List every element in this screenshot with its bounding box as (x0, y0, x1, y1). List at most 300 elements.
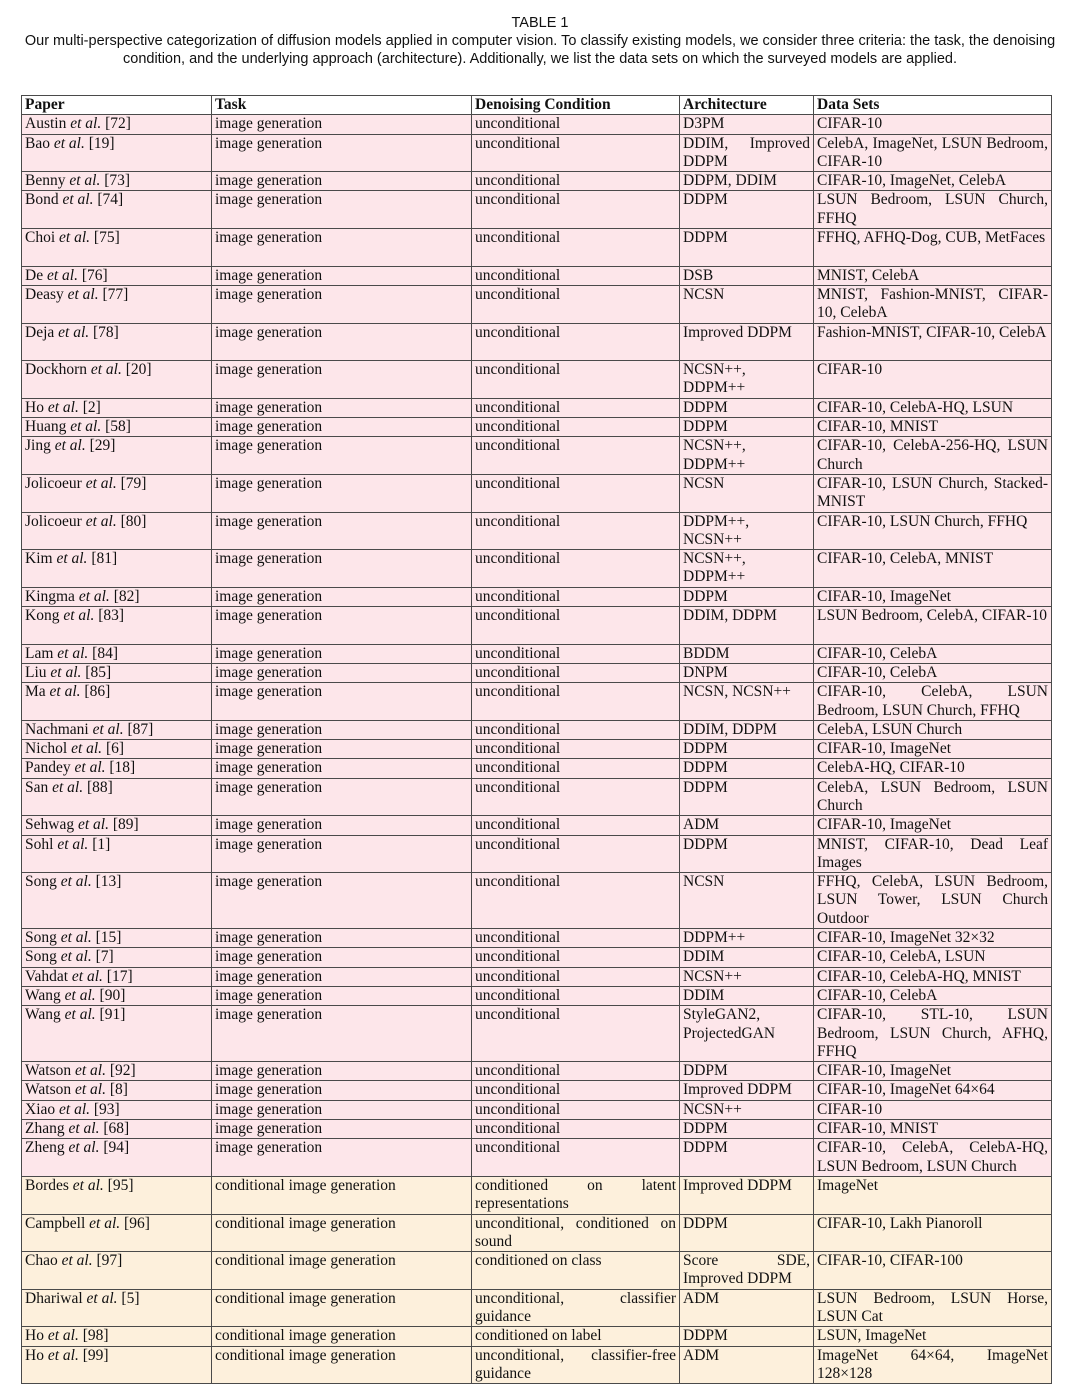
cell-task: image generation (212, 191, 472, 229)
paper-ref: [2] (82, 398, 101, 416)
cell-paper (22, 1100, 212, 1119)
paper-author: Sohl (25, 835, 54, 853)
paper-author: Ho (25, 398, 44, 416)
cell-datasets: CIFAR-10, CelebA-HQ, MNIST (814, 967, 1052, 986)
paper-author: De (25, 266, 44, 284)
cell-paper (22, 644, 212, 663)
paper-ref: [7] (95, 948, 114, 966)
cell-datasets: CIFAR-10, CelebA-256-HQ, LSUN Church (814, 437, 1052, 475)
cell-task: image generation (212, 550, 472, 588)
cell-paper (22, 778, 212, 816)
paper-ref: [87] (127, 720, 154, 738)
table-row (22, 740, 1052, 759)
et-al: et al. (52, 550, 88, 568)
cell-paper (22, 816, 212, 835)
cell-datasets: CIFAR-10, ImageNet (814, 1062, 1052, 1081)
cell-datasets: CIFAR-10, CelebA, LSUN (814, 948, 1052, 967)
cell-condition: unconditional (472, 759, 680, 778)
cell-architecture: DDIM, DDPM (680, 607, 814, 645)
cell-datasets: FFHQ, AFHQ-Dog, CUB, MetFaces (814, 229, 1052, 267)
paper-ref: [88] (87, 778, 113, 796)
cell-task: image generation (212, 948, 472, 967)
table-row (22, 1327, 1052, 1346)
cell-paper (22, 948, 212, 967)
cell-datasets: CIFAR-10 (814, 115, 1052, 134)
cell-architecture: DDPM (680, 229, 814, 267)
paper-author: Ho (25, 1327, 44, 1345)
paper-ref: [5] (121, 1289, 140, 1307)
paper-author: Liu (25, 663, 47, 681)
cell-task: image generation (212, 172, 472, 191)
paper-ref: [95] (107, 1176, 134, 1194)
paper-author: Choi (25, 229, 56, 247)
table-row (22, 1081, 1052, 1100)
cell-task: image generation (212, 967, 472, 986)
cell-condition: unconditional (472, 948, 680, 967)
cell-paper (22, 437, 212, 475)
cell-condition: unconditional (472, 285, 680, 323)
et-al: et al. (64, 1120, 100, 1138)
table-row (22, 720, 1052, 739)
paper-author: Bao (25, 134, 50, 152)
cell-task: image generation (212, 835, 472, 873)
et-al: et al. (56, 948, 92, 966)
table-row (22, 361, 1052, 399)
cell-condition: unconditional (472, 607, 680, 645)
paper-ref: [92] (109, 1062, 136, 1080)
paper-ref: [90] (99, 986, 126, 1004)
paper-ref: [93] (93, 1100, 120, 1118)
et-al: et al. (65, 172, 101, 190)
cell-task: conditional image generation (212, 1289, 472, 1327)
et-al: et al. (64, 1139, 100, 1157)
cell-condition: unconditional (472, 550, 680, 588)
cell-datasets: FFHQ, CelebA, LSUN Bedroom, LSUN Tower, LSUN Church Outdoor (814, 873, 1052, 929)
et-al: et al. (60, 986, 96, 1004)
table-row (22, 398, 1052, 417)
table-row (22, 1120, 1052, 1139)
et-al: et al. (55, 1100, 91, 1118)
cell-paper (22, 683, 212, 721)
paper-ref: [72] (105, 115, 131, 133)
et-al: et al. (50, 437, 86, 455)
table-row (22, 778, 1052, 816)
header-task: Task (212, 96, 472, 115)
cell-datasets: LSUN Bedroom, CelebA, CIFAR-10 (814, 607, 1052, 645)
et-al: et al. (53, 644, 89, 662)
cell-task: image generation (212, 683, 472, 721)
paper-ref: [8] (109, 1081, 128, 1099)
cell-architecture: DDIM (680, 948, 814, 967)
et-al: et al. (46, 663, 82, 681)
table-row (22, 1252, 1052, 1290)
table-label: TABLE 1 (511, 15, 569, 31)
cell-paper (22, 474, 212, 512)
cell-architecture: DDPM (680, 1214, 814, 1252)
paper-author: Huang (25, 418, 67, 436)
cell-task: image generation (212, 285, 472, 323)
cell-architecture: DNPM (680, 663, 814, 682)
table-row (22, 683, 1052, 721)
cell-datasets: CIFAR-10, ImageNet 32×32 (814, 929, 1052, 948)
paper-ref: [76] (81, 266, 108, 284)
cell-architecture: DDPM, DDIM (680, 172, 814, 191)
cell-architecture: DSB (680, 266, 814, 285)
cell-task: image generation (212, 266, 472, 285)
cell-architecture: NCSN (680, 285, 814, 323)
table-row (22, 607, 1052, 645)
paper-author: Bordes (25, 1176, 69, 1194)
paper-ref: [78] (93, 323, 119, 341)
table-body (22, 115, 1052, 1384)
et-al: et al. (54, 323, 90, 341)
table-row (22, 1214, 1052, 1252)
cell-architecture: NCSN++, DDPM++ (680, 361, 814, 399)
paper-ref: [83] (98, 607, 125, 625)
cell-paper (22, 740, 212, 759)
cell-datasets: CIFAR-10, CelebA, MNIST (814, 550, 1052, 588)
paper-author: San (25, 778, 49, 796)
table-row (22, 134, 1052, 172)
cell-task: image generation (212, 816, 472, 835)
paper-author: Song (25, 948, 57, 966)
paper-author: Nachmani (25, 720, 89, 738)
paper-author: Austin (25, 115, 67, 133)
cell-paper (22, 1289, 212, 1327)
paper-author: Jing (25, 437, 51, 455)
paper-author: Ho (25, 1346, 44, 1364)
cell-architecture: DDPM (680, 418, 814, 437)
et-al: et al. (66, 418, 102, 436)
cell-paper (22, 929, 212, 948)
cell-datasets: LSUN Bedroom, LSUN Church, FFHQ (814, 191, 1052, 229)
cell-architecture: ADM (680, 1289, 814, 1327)
cell-architecture: NCSN (680, 474, 814, 512)
cell-datasets: CIFAR-10, MNIST (814, 418, 1052, 437)
cell-task: image generation (212, 474, 472, 512)
table-row (22, 816, 1052, 835)
cell-datasets: CelebA, LSUN Bedroom, LSUN Church (814, 778, 1052, 816)
paper-ref: [96] (124, 1214, 150, 1232)
cell-condition: unconditional (472, 437, 680, 475)
paper-ref: [77] (102, 285, 129, 303)
cell-task: image generation (212, 1120, 472, 1139)
table-row (22, 644, 1052, 663)
paper-author: Wang (25, 1006, 61, 1024)
et-al: et al. (43, 1346, 79, 1364)
paper-author: Ma (25, 683, 46, 701)
table-row (22, 759, 1052, 778)
cell-condition: unconditional (472, 1062, 680, 1081)
cell-task: image generation (212, 361, 472, 399)
cell-paper (22, 134, 212, 172)
cell-architecture: NCSN++, DDPM++ (680, 437, 814, 475)
et-al: et al. (74, 816, 109, 834)
cell-paper (22, 550, 212, 588)
cell-condition: unconditional (472, 967, 680, 986)
et-al: et al. (81, 512, 117, 530)
cell-architecture: DDPM (680, 1062, 814, 1081)
cell-condition: unconditional (472, 398, 680, 417)
cell-architecture: NCSN++, DDPM++ (680, 550, 814, 588)
paper-author: Pandey (25, 759, 71, 777)
cell-condition: unconditional (472, 229, 680, 267)
cell-paper (22, 418, 212, 437)
cell-paper (22, 266, 212, 285)
cell-task: image generation (212, 418, 472, 437)
cell-architecture: DDPM (680, 191, 814, 229)
paper-author: Xiao (25, 1100, 56, 1118)
cell-condition: conditioned on class (472, 1252, 680, 1290)
cell-architecture: DDIM, Improved DDPM (680, 134, 814, 172)
table-row (22, 285, 1052, 323)
et-al: et al. (70, 759, 106, 777)
table-row (22, 929, 1052, 948)
header-architecture: Architecture (680, 96, 814, 115)
table-row (22, 172, 1052, 191)
cell-condition: unconditional (472, 1006, 680, 1062)
cell-task: image generation (212, 720, 472, 739)
cell-task: image generation (212, 398, 472, 417)
et-al: et al. (53, 835, 89, 853)
caption-text: Our multi-perspective categorization of diffusion models applied in computer vision. To classify existing models, we consider three criteria: the task, the denoising condition, and the underlying approach (architecture). Additionally, we list the data sets on which the surveyed models are applied. (24, 33, 1056, 67)
cell-condition: conditioned on latent representations (472, 1176, 680, 1214)
paper-author: Bond (25, 191, 59, 209)
cell-paper (22, 587, 212, 606)
paper-author: Watson (25, 1062, 72, 1080)
cell-paper (22, 607, 212, 645)
cell-paper (22, 1346, 212, 1384)
cell-paper (22, 512, 212, 550)
paper-author: Zhang (25, 1120, 65, 1138)
cell-task: image generation (212, 759, 472, 778)
et-al: et al. (71, 1062, 106, 1080)
cell-task: image generation (212, 437, 472, 475)
paper-author: Campbell (25, 1214, 86, 1232)
cell-condition: unconditional (472, 191, 680, 229)
cell-architecture: NCSN (680, 873, 814, 929)
paper-author: Chao (25, 1252, 58, 1270)
cell-task: image generation (212, 986, 472, 1005)
cell-paper (22, 1176, 212, 1214)
cell-architecture: DDPM (680, 398, 814, 417)
cell-task: image generation (212, 929, 472, 948)
cell-condition: unconditional (472, 1139, 680, 1177)
table-row (22, 266, 1052, 285)
paper-ref: [97] (96, 1252, 123, 1270)
paper-ref: [79] (120, 474, 147, 492)
cell-datasets: LSUN Bedroom, LSUN Horse, LSUN Cat (814, 1289, 1052, 1327)
cell-task: image generation (212, 1006, 472, 1062)
cell-architecture: Improved DDPM (680, 1176, 814, 1214)
header-denoising-condition: Denoising Condition (472, 96, 680, 115)
cell-task: conditional image generation (212, 1176, 472, 1214)
cell-architecture: NCSN++ (680, 967, 814, 986)
table-row (22, 115, 1052, 134)
paper-author: Lam (25, 644, 54, 662)
table-row (22, 1289, 1052, 1327)
table-row (22, 191, 1052, 229)
table-caption (0, 14, 1080, 68)
cell-condition: unconditional (472, 474, 680, 512)
paper-ref: [81] (91, 550, 118, 568)
paper-author: Benny (25, 172, 66, 190)
paper-ref: [86] (84, 683, 111, 701)
paper-ref: [29] (89, 437, 116, 455)
et-al: et al. (48, 778, 84, 796)
cell-condition: unconditional (472, 418, 680, 437)
cell-paper (22, 1252, 212, 1290)
paper-ref: [98] (82, 1327, 109, 1345)
cell-datasets: CIFAR-10, CelebA-HQ, LSUN (814, 398, 1052, 417)
table-row (22, 1006, 1052, 1062)
cell-architecture: ADM (680, 816, 814, 835)
cell-datasets: CIFAR-10, LSUN Church, Stacked-MNIST (814, 474, 1052, 512)
cell-architecture: NCSN, NCSN++ (680, 683, 814, 721)
cell-datasets: CelebA, LSUN Church (814, 720, 1052, 739)
cell-paper (22, 115, 212, 134)
paper-ref: [74] (97, 191, 124, 209)
cell-condition: unconditional (472, 587, 680, 606)
paper-ref: [15] (95, 929, 122, 947)
cell-paper (22, 361, 212, 399)
cell-datasets: CIFAR-10 (814, 1100, 1052, 1119)
table-row (22, 512, 1052, 550)
cell-architecture: DDPM (680, 778, 814, 816)
et-al: et al. (58, 191, 94, 209)
cell-task: image generation (212, 663, 472, 682)
cell-condition: unconditional (472, 778, 680, 816)
cell-condition: unconditional (472, 683, 680, 721)
cell-paper (22, 1139, 212, 1177)
paper-ref: [58] (105, 418, 131, 436)
table-row (22, 663, 1052, 682)
cell-condition: unconditional (472, 835, 680, 873)
paper-ref: [85] (85, 663, 112, 681)
cell-datasets: CIFAR-10, CelebA (814, 986, 1052, 1005)
cell-task: image generation (212, 512, 472, 550)
et-al: et al. (71, 1081, 106, 1099)
table-row (22, 835, 1052, 873)
header-data-sets: Data Sets (814, 96, 1052, 115)
cell-condition: unconditional (472, 644, 680, 663)
paper-ref: [6] (105, 740, 125, 758)
et-al: et al. (45, 683, 81, 701)
cell-datasets: CelebA-HQ, CIFAR-10 (814, 759, 1052, 778)
cell-condition: unconditional (472, 1100, 680, 1119)
et-al: et al. (63, 285, 99, 303)
cell-architecture: DDPM (680, 835, 814, 873)
cell-paper (22, 323, 212, 361)
cell-architecture: DDPM++, NCSN++ (680, 512, 814, 550)
cell-paper (22, 1062, 212, 1081)
cell-condition: unconditional (472, 873, 680, 929)
cell-condition: unconditional (472, 929, 680, 948)
cell-task: conditional image generation (212, 1252, 472, 1290)
paper-ref: [13] (95, 873, 122, 891)
table-row (22, 1139, 1052, 1177)
cell-paper (22, 835, 212, 873)
paper-ref: [99] (82, 1346, 109, 1364)
cell-task: image generation (212, 873, 472, 929)
cell-datasets: Fashion-MNIST, CIFAR-10, CelebA (814, 323, 1052, 361)
diffusion-models-table (21, 95, 1052, 1384)
cell-condition: unconditional (472, 720, 680, 739)
cell-task: conditional image generation (212, 1214, 472, 1252)
cell-datasets: CIFAR-10, ImageNet (814, 740, 1052, 759)
paper-ref: [73] (104, 172, 131, 190)
paper-author: Deja (25, 323, 55, 341)
table-row (22, 229, 1052, 267)
cell-condition: unconditional (472, 172, 680, 191)
paper-author: Kong (25, 607, 60, 625)
paper-ref: [91] (99, 1006, 126, 1024)
cell-datasets: MNIST, CIFAR-10, Dead Leaf Images (814, 835, 1052, 873)
paper-author: Song (25, 873, 57, 891)
cell-condition: unconditional, classifier guidance (472, 1289, 680, 1327)
et-al: et al. (87, 361, 122, 379)
cell-task: image generation (212, 740, 472, 759)
cell-condition: unconditional, classifier-free guidance (472, 1346, 680, 1384)
paper-author: Dockhorn (25, 361, 87, 379)
cell-condition: unconditional (472, 816, 680, 835)
table-row (22, 1176, 1052, 1214)
paper-author: Kim (25, 550, 53, 568)
cell-task: image generation (212, 134, 472, 172)
paper-ref: [82] (113, 587, 140, 605)
cell-datasets: ImageNet 64×64, ImageNet 128×128 (814, 1346, 1052, 1384)
et-al: et al. (85, 1214, 121, 1232)
cell-datasets: CIFAR-10 (814, 361, 1052, 399)
cell-condition: unconditional (472, 1120, 680, 1139)
cell-architecture: Improved DDPM (680, 323, 814, 361)
paper-ref: [75] (93, 229, 120, 247)
table-row (22, 323, 1052, 361)
et-al: et al. (68, 967, 103, 985)
cell-paper (22, 1081, 212, 1100)
header-paper: Paper (22, 96, 212, 115)
cell-architecture: DDPM (680, 740, 814, 759)
paper-author: Sehwag (25, 816, 75, 834)
cell-datasets: CIFAR-10, ImageNet, CelebA (814, 172, 1052, 191)
cell-paper (22, 172, 212, 191)
cell-paper (22, 720, 212, 739)
paper-author: Dhariwal (25, 1289, 83, 1307)
cell-condition: unconditional (472, 361, 680, 399)
et-al: et al. (56, 873, 92, 891)
cell-datasets: ImageNet (814, 1176, 1052, 1214)
table-row (22, 967, 1052, 986)
paper-ref: [84] (92, 644, 118, 662)
paper-ref: [17] (106, 967, 133, 985)
cell-architecture: BDDM (680, 644, 814, 663)
cell-paper (22, 986, 212, 1005)
paper-author: Deasy (25, 285, 64, 303)
cell-task: conditional image generation (212, 1327, 472, 1346)
paper-ref: [80] (120, 512, 147, 530)
paper-author: Nichol (25, 740, 68, 758)
cell-datasets: CIFAR-10, ImageNet (814, 587, 1052, 606)
cell-task: image generation (212, 778, 472, 816)
cell-datasets: CIFAR-10, ImageNet (814, 816, 1052, 835)
cell-paper (22, 191, 212, 229)
cell-architecture: ADM (680, 1346, 814, 1384)
cell-condition: unconditional (472, 134, 680, 172)
cell-datasets: CIFAR-10, CelebA, CelebA-HQ, LSUN Bedroom, LSUN Church (814, 1139, 1052, 1177)
cell-task: image generation (212, 229, 472, 267)
cell-condition: unconditional (472, 740, 680, 759)
table-row (22, 1100, 1052, 1119)
